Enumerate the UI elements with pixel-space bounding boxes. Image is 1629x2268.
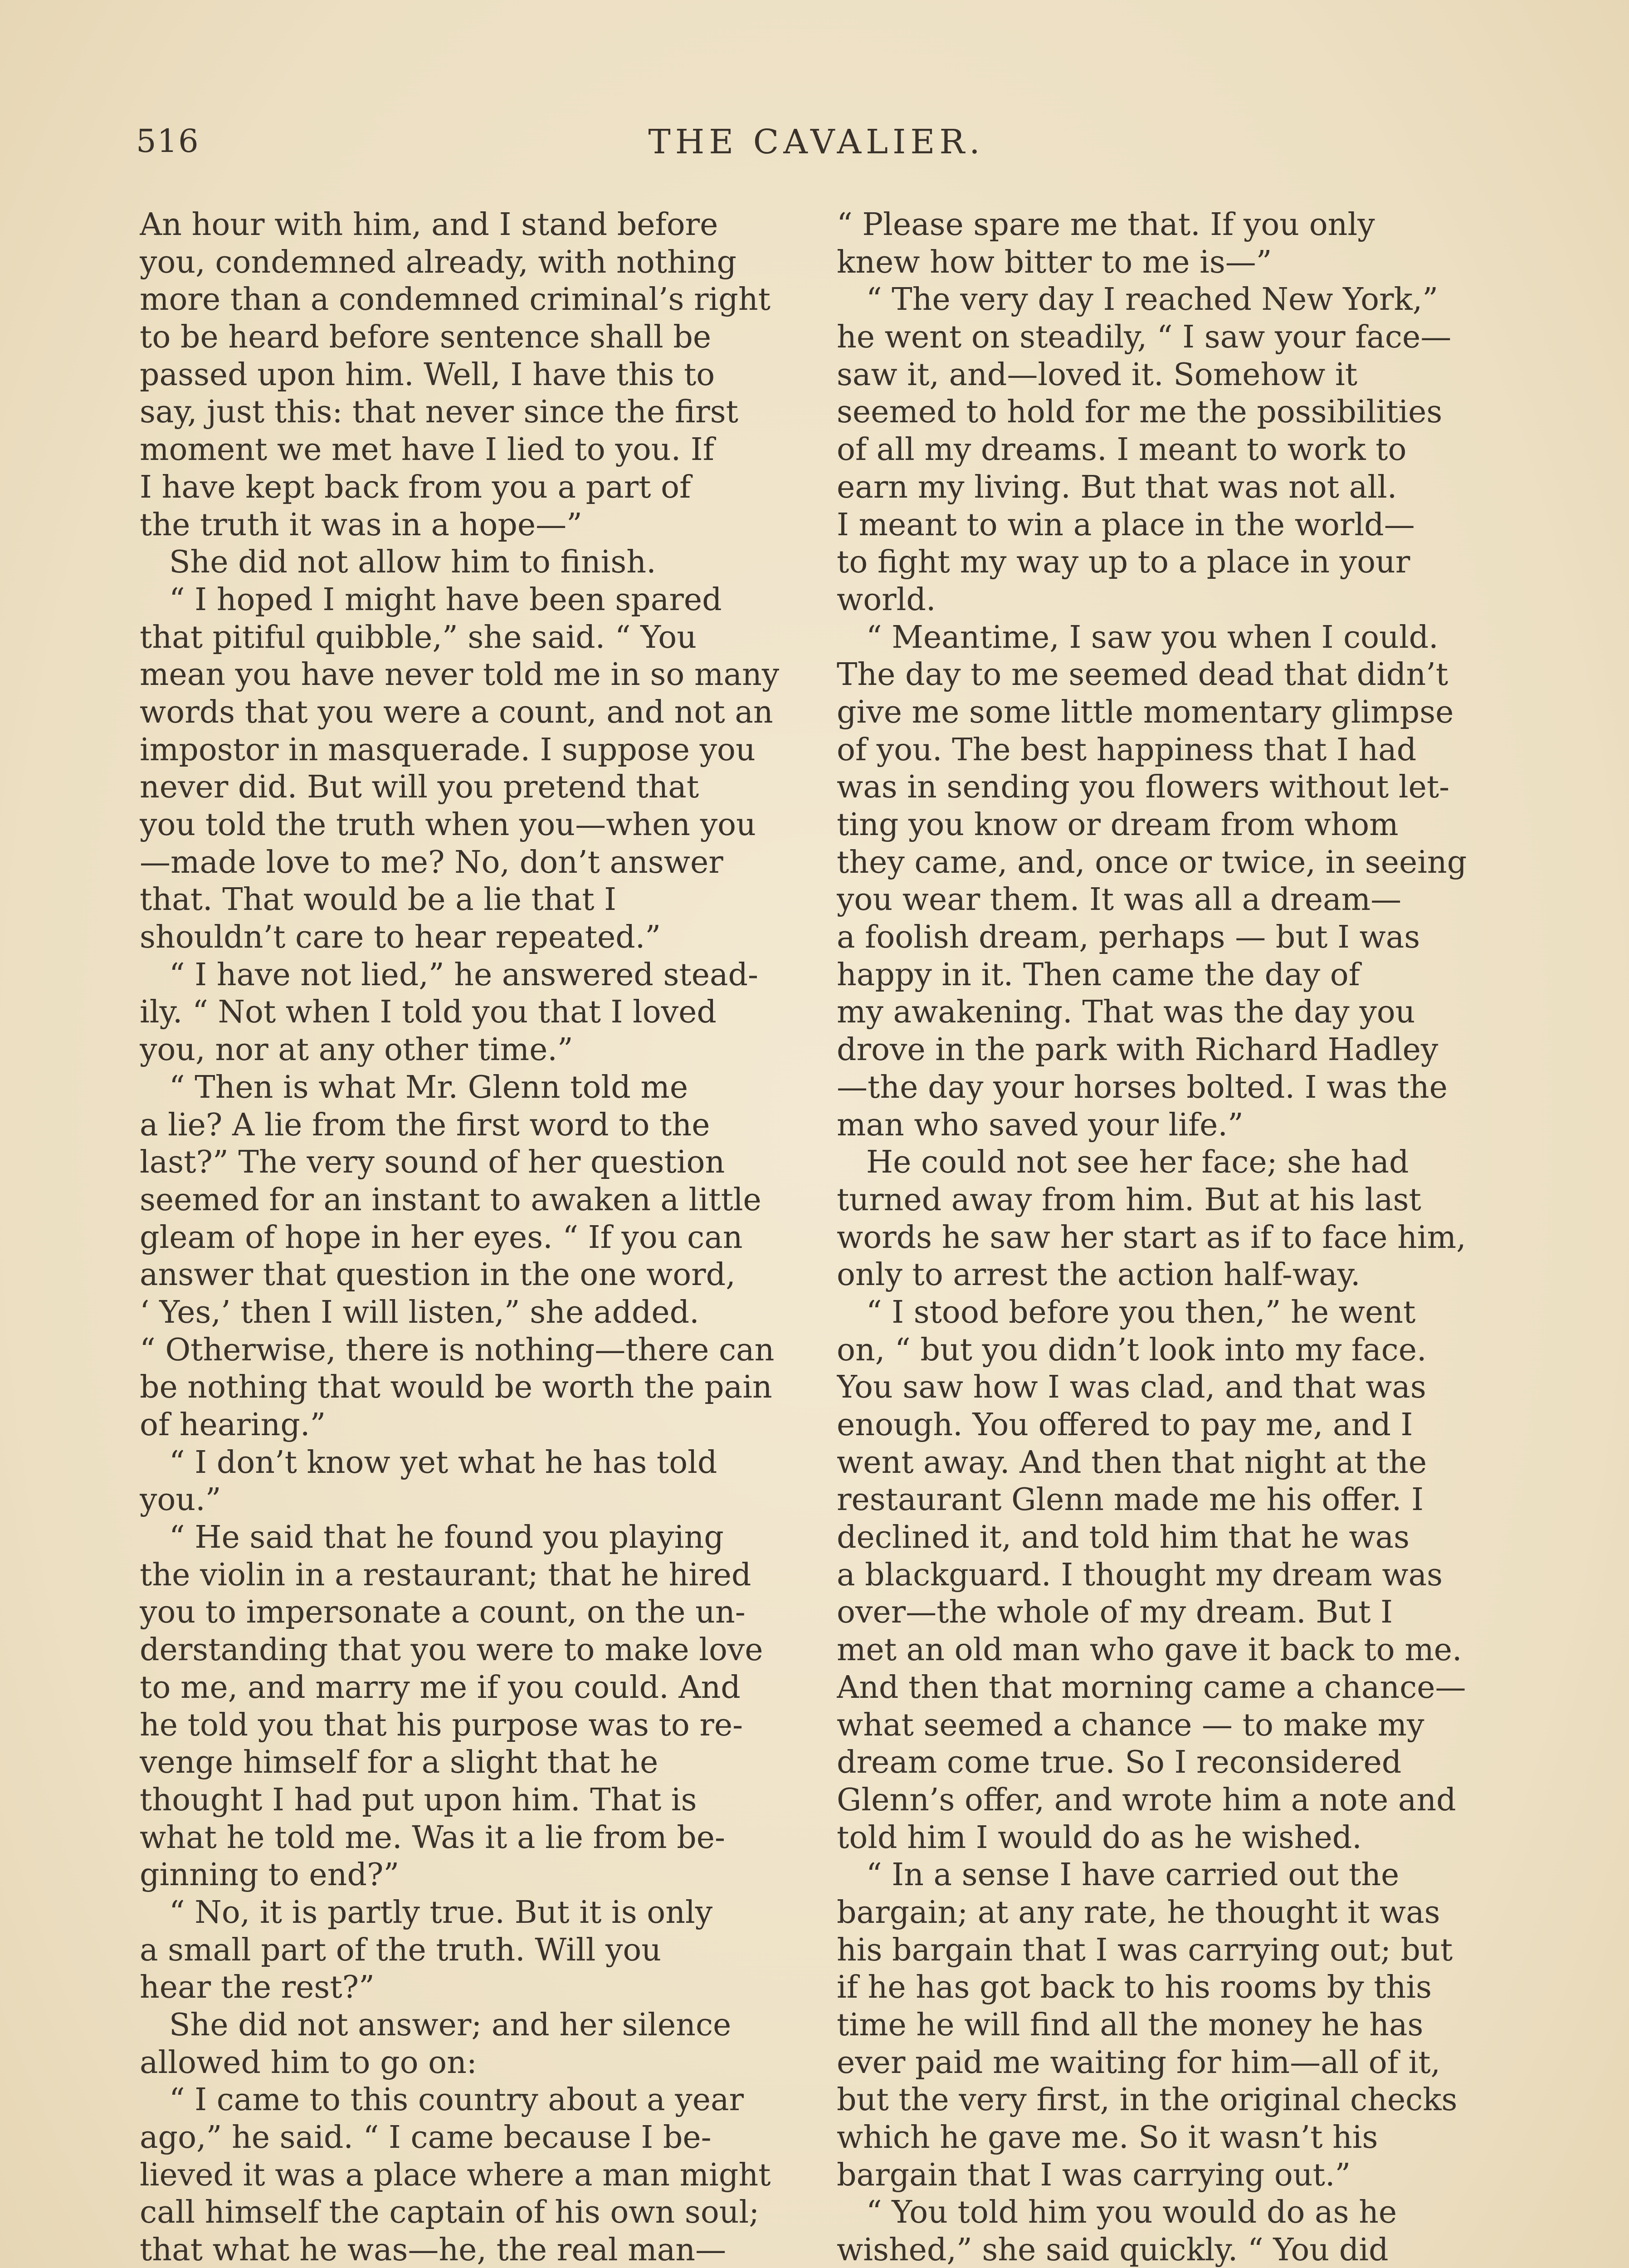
text-line: say, just this: that never since the first: [140, 394, 738, 430]
text-line: gleam of hope in her eyes. “ If you can: [140, 1219, 743, 1256]
text-line: you, condemned already, with nothing: [140, 244, 736, 280]
text-line: only to arrest the action half-way.: [837, 1257, 1361, 1293]
text-line: on, “ but you didn’t look into my face.: [837, 1332, 1427, 1368]
text-line: he told you that his purpose was to re-: [140, 1707, 743, 1743]
text-line: drove in the park with Richard Hadley: [837, 1032, 1439, 1068]
text-line: if he has got back to his rooms by this: [837, 1970, 1432, 2006]
page-number: 516: [136, 122, 200, 160]
text-line: seemed to hold for me the possibilities: [837, 394, 1443, 430]
text-line: a small part of the truth. Will you: [140, 1932, 662, 1968]
text-line: to be heard before sentence shall be: [140, 319, 712, 356]
text-line: moment we met have I lied to you. If: [140, 432, 714, 468]
text-line: She did not answer; and her silence: [140, 2007, 732, 2043]
text-line: knew how bitter to me is—”: [837, 244, 1272, 280]
text-line: ily. “ Not when I told you that I loved: [140, 994, 717, 1031]
text-line: “ Otherwise, there is nothing—there can: [140, 1332, 775, 1368]
text-line: enough. You offered to pay me, and I: [837, 1407, 1413, 1443]
text-line: lieved it was a place where a man might: [140, 2157, 771, 2193]
text-line: The day to me seemed dead that didn’t: [837, 657, 1449, 693]
text-line: happy in it. Then came the day of: [837, 957, 1360, 993]
text-line: “ You told him you would do as he: [837, 2195, 1397, 2231]
text-line: that. That would be a lie that I: [140, 882, 617, 918]
text-line: met an old man who gave it back to me.: [837, 1632, 1462, 1668]
text-line: world.: [837, 582, 936, 618]
text-line: impostor in masquerade. I suppose you: [140, 732, 756, 768]
text-line: what seemed a chance — to make my: [837, 1707, 1424, 1743]
text-column-left: [140, 206, 802, 2268]
text-line: “ No, it is partly true. But it is only: [140, 1894, 713, 1931]
text-line: ever paid me waiting for him—all of it,: [837, 2044, 1441, 2081]
text-line: turned away from him. But at his last: [837, 1182, 1421, 1218]
page-header: [136, 122, 1497, 172]
text-line: over—the whole of my dream. But I: [837, 1594, 1393, 1631]
text-line: You saw how I was clad, and that was: [837, 1369, 1426, 1406]
text-line: you.”: [140, 1482, 221, 1518]
text-line: call himself the captain of his own soul;: [140, 2195, 760, 2231]
text-line: never did. But will you pretend that: [140, 769, 699, 806]
text-line: allowed him to go on:: [140, 2044, 477, 2081]
text-line: a foolish dream, perhaps — but I was: [837, 919, 1420, 956]
text-line: last?” The very sound of her question: [140, 1144, 725, 1181]
text-line: “ He said that he found you playing: [140, 1520, 724, 1556]
text-line: of hearing.”: [140, 1407, 326, 1443]
text-line: what he told me. Was it a lie from be-: [140, 1819, 725, 1856]
text-line: saw it, and—loved it. Somehow it: [837, 357, 1358, 393]
text-line: An hour with him, and I stand before: [140, 207, 718, 243]
text-line: shouldn’t care to hear repeated.”: [140, 919, 661, 956]
text-line: bargain; at any rate, he thought it was: [837, 1894, 1440, 1931]
text-line: dream come true. So I reconsidered: [837, 1745, 1402, 1781]
text-line: declined it, and told him that he was: [837, 1520, 1410, 1556]
text-line: Glenn’s offer, and wrote him a note and: [837, 1782, 1456, 1818]
text-line: but the very first, in the original checks: [837, 2082, 1458, 2118]
text-line: told him I would do as he wished.: [837, 1819, 1362, 1856]
text-line: the truth it was in a hope—”: [140, 507, 582, 543]
text-line: —made love to me? No, don’t answer: [140, 844, 723, 880]
text-line: be nothing that would be worth the pain: [140, 1369, 772, 1406]
text-line: you, nor at any other time.”: [140, 1032, 573, 1068]
text-line: “ I have not lied,” he answered stead-: [140, 957, 758, 993]
text-line: his bargain that I was carrying out; but: [837, 1932, 1453, 1968]
text-line: which he gave me. So it wasn’t his: [837, 2120, 1378, 2156]
text-line: venge himself for a slight that he: [140, 1745, 658, 1781]
text-line: was in sending you flowers without let-: [837, 769, 1450, 806]
text-line: passed upon him. Well, I have this to: [140, 357, 715, 393]
text-line: he went on steadily, “ I saw your face—: [837, 319, 1452, 356]
text-line: you to impersonate a count, on the un-: [140, 1594, 746, 1631]
text-line: “ I came to this country about a year: [140, 2082, 744, 2118]
text-line: words he saw her start as if to face him,: [837, 1219, 1466, 1256]
text-column-right: [837, 206, 1499, 2268]
text-line: they came, and, once or twice, in seeing: [837, 844, 1467, 880]
text-line: restaurant Glenn made me his offer. I: [837, 1482, 1424, 1518]
text-line: that pitiful quibble,” she said. “ You: [140, 619, 697, 655]
text-line: answer that question in the one word,: [140, 1257, 736, 1293]
text-line: “ I don’t know yet what he has told: [140, 1444, 717, 1481]
text-line: ago,” he said. “ I came because I be-: [140, 2120, 712, 2156]
text-line: ting you know or dream from whom: [837, 807, 1399, 843]
text-line: wished,” she said quickly. “ You did: [837, 2232, 1389, 2268]
text-line: thought I had put upon him. That is: [140, 1782, 697, 1818]
text-line: earn my living. But that was not all.: [837, 469, 1397, 505]
running-head: THE CAVALIER.: [648, 122, 985, 161]
text-line: ‘ Yes,’ then I will listen,” she added.: [140, 1294, 699, 1330]
text-line: that what he was—he, the real man—: [140, 2232, 727, 2268]
text-line: a lie? A lie from the first word to the: [140, 1107, 710, 1143]
text-line: —the day your horses bolted. I was the: [837, 1069, 1448, 1105]
text-line: to fight my way up to a place in your: [837, 544, 1410, 581]
text-line: “ I hoped I might have been spared: [140, 582, 722, 618]
text-line: derstanding that you were to make love: [140, 1632, 763, 1668]
text-line: the violin in a restaurant; that he hired: [140, 1557, 751, 1593]
text-line: more than a condemned criminal’s right: [140, 282, 771, 318]
text-line: time he will find all the money he has: [837, 2007, 1424, 2043]
text-line: words that you were a count, and not an: [140, 694, 773, 730]
text-line: of all my dreams. I meant to work to: [837, 432, 1407, 468]
text-line: seemed for an instant to awaken a little: [140, 1182, 761, 1218]
text-line: a blackguard. I thought my dream was: [837, 1557, 1443, 1593]
text-line: “ The very day I reached New York,”: [837, 282, 1439, 318]
text-line: to me, and marry me if you could. And: [140, 1669, 741, 1706]
text-line: you told the truth when you—when you: [140, 807, 756, 843]
text-line: And then that morning came a chance—: [837, 1669, 1466, 1706]
text-line: my awakening. That was the day you: [837, 994, 1415, 1031]
text-line: mean you have never told me in so many: [140, 657, 780, 693]
text-line: give me some little momentary glimpse: [837, 694, 1454, 730]
text-line: man who saved your life.”: [837, 1107, 1244, 1143]
text-line: I have kept back from you a part of: [140, 469, 691, 505]
text-line: of you. The best happiness that I had: [837, 732, 1417, 768]
text-line: went away. And then that night at the: [837, 1444, 1427, 1481]
text-line: I meant to win a place in the world—: [837, 507, 1415, 543]
text-line: She did not allow him to finish.: [140, 544, 656, 581]
text-line: “ In a sense I have carried out the: [837, 1857, 1400, 1893]
text-line: hear the rest?”: [140, 1970, 375, 2006]
text-line: you wear them. It was all a dream—: [837, 882, 1402, 918]
text-line: He could not see her face; she had: [837, 1144, 1409, 1181]
text-line: “ Then is what Mr. Glenn told me: [140, 1069, 688, 1105]
text-line: “ Please spare me that. If you only: [837, 207, 1375, 243]
text-line: “ I stood before you then,” he went: [837, 1294, 1416, 1330]
text-line: bargain that I was carrying out.”: [837, 2157, 1351, 2193]
text-line: ginning to end?”: [140, 1857, 400, 1893]
text-line: “ Meantime, I saw you when I could.: [837, 619, 1439, 655]
